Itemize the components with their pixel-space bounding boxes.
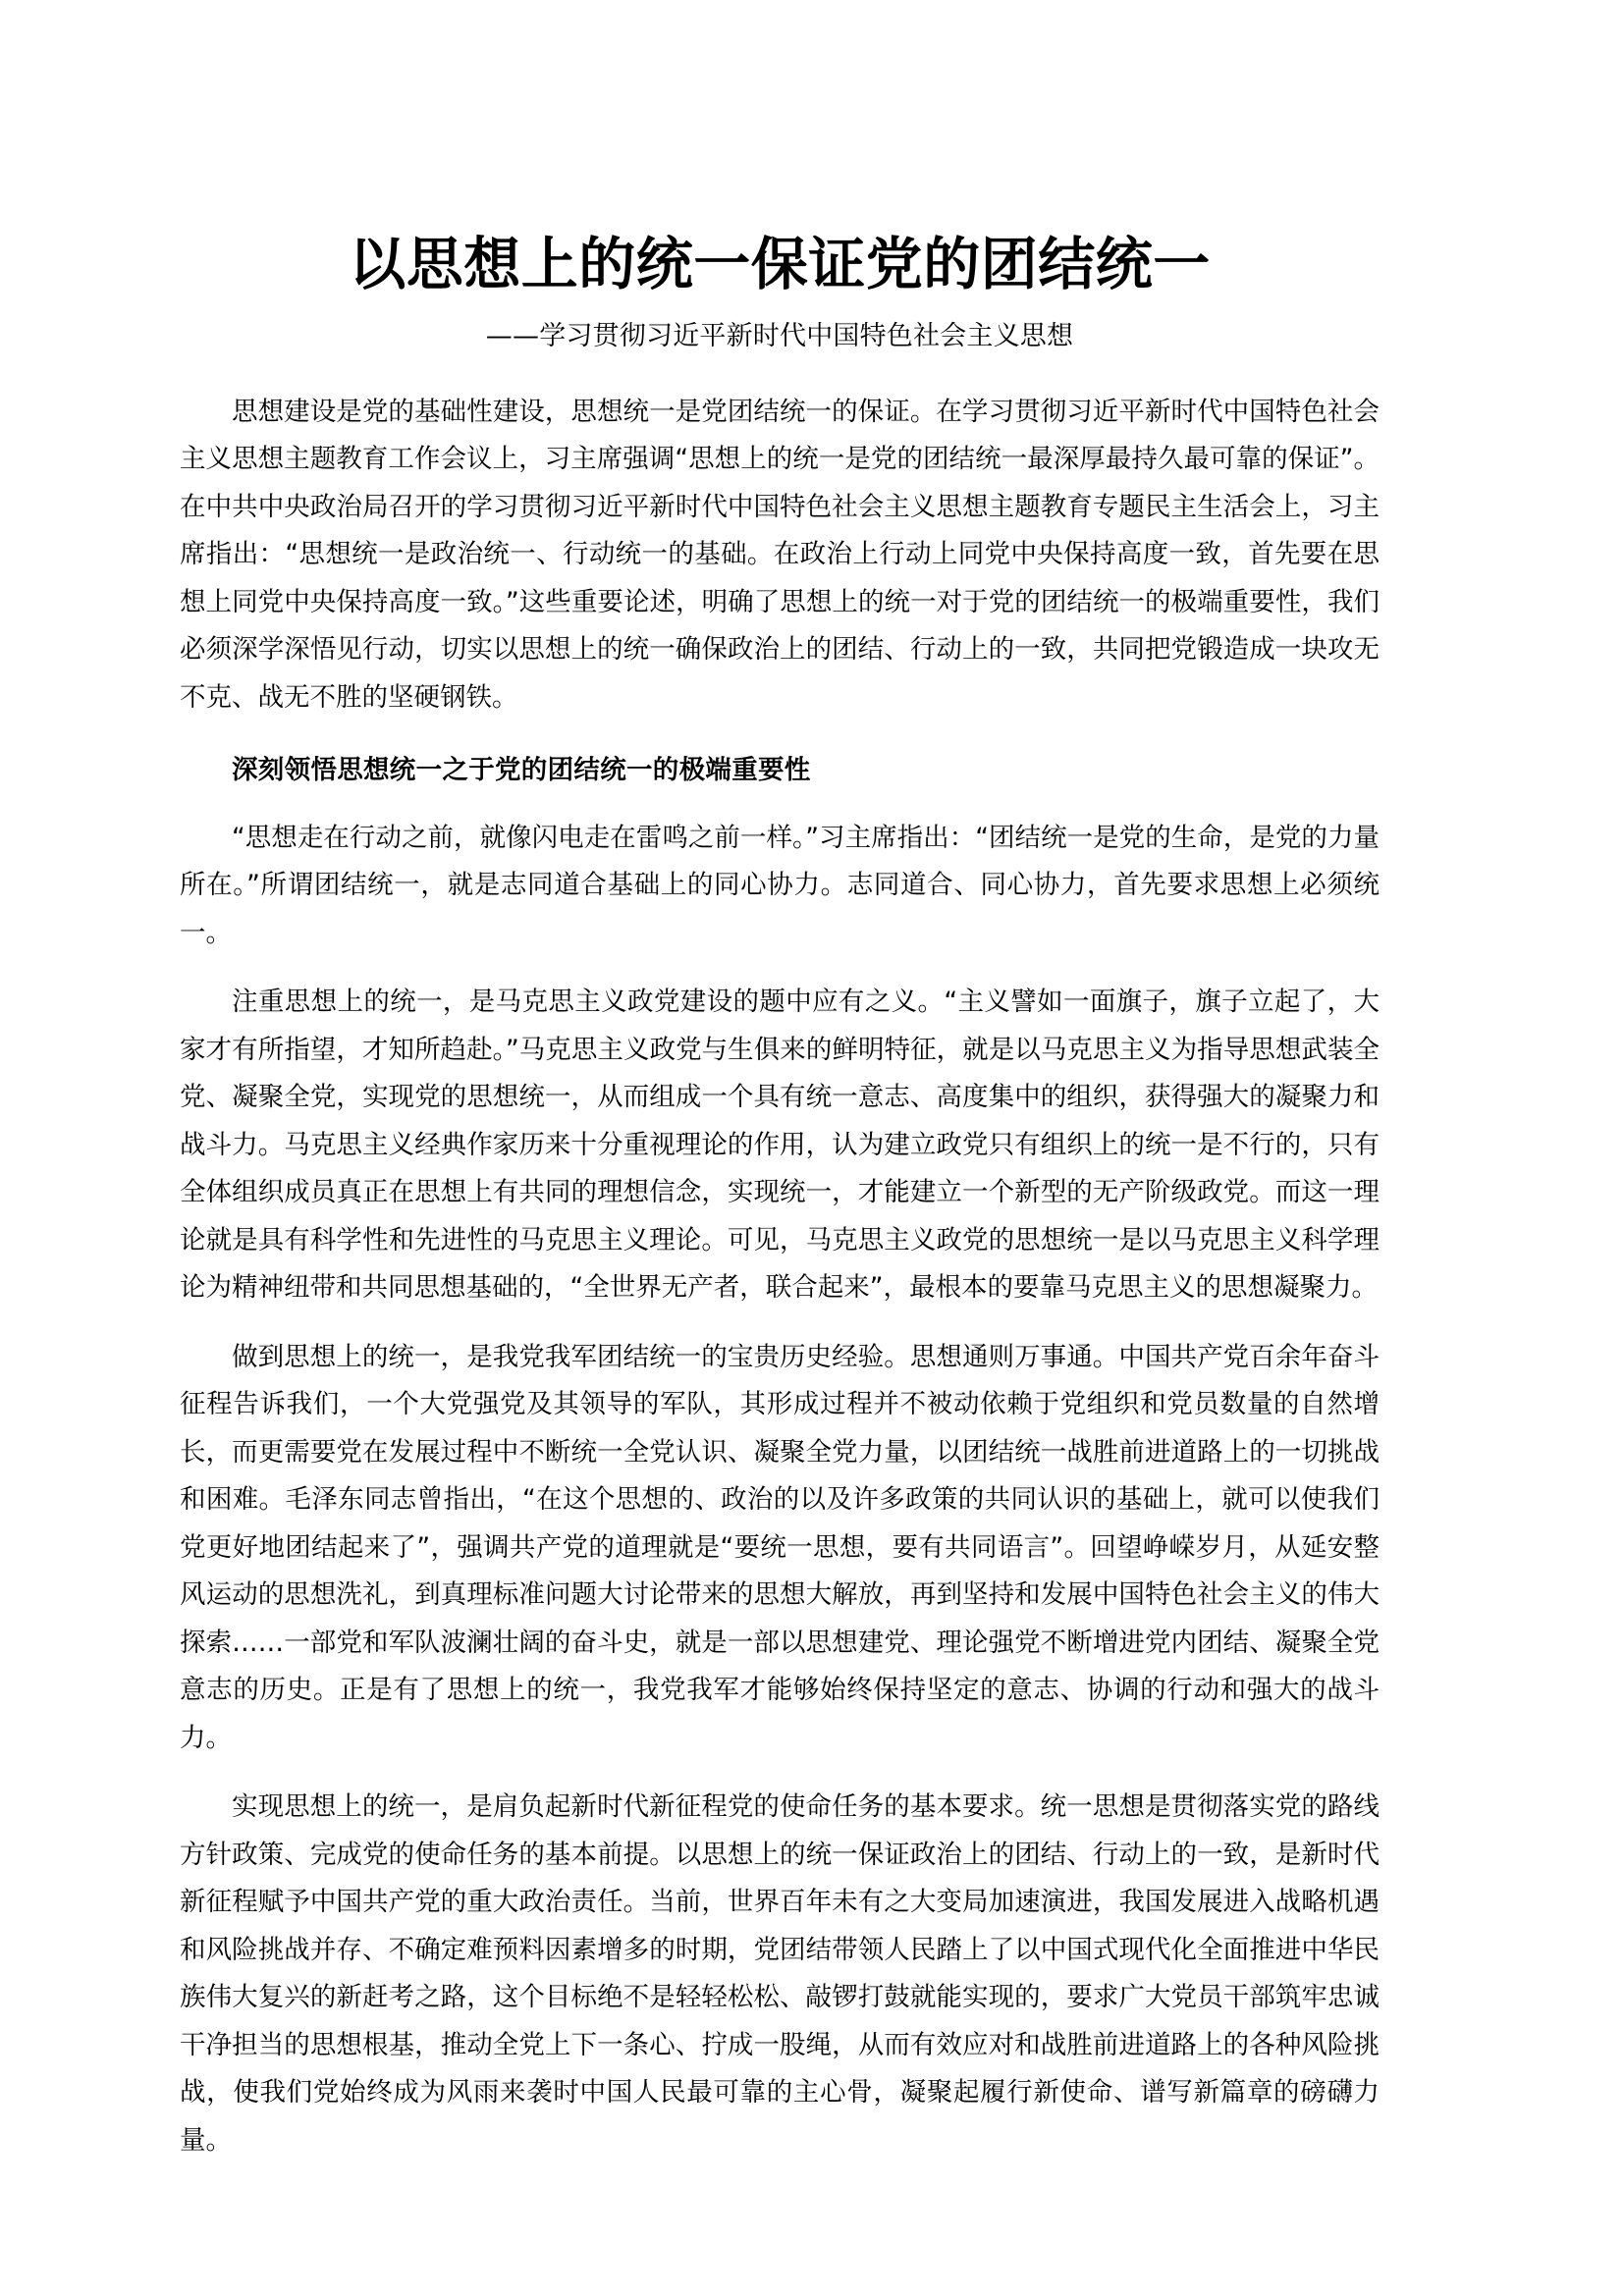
- document-content: [180, 0, 1380, 2164]
- body-paragraph: “思想走在行动之前，就像闪电走在雷鸣之前一样。”习主席指出：“团结统一是党的生命，是党的力量所在。”所谓团结统一，就是志同道合基础上的同心协力。志同道合、同心协力，首先要求思想上必须统一。: [180, 822, 1380, 948]
- page-title: 以思想上的统一保证党的团结统一: [349, 231, 1211, 297]
- body-paragraph: 思想建设是党的基础性建设，思想统一是党团结统一的保证。在学习贯彻习近平新时代中国特色社会主义思想主题教育工作会议上，习主席强调“思想上的统一是党的团结统一最深厚最持久最可靠的保证”。在中共中央政治局召开的学习贯彻习近平新时代中国特色社会主义思想主题教育专题民主生活会上，习主席指出：“思想统一是政治统一、行动统一的基础。在政治上行动上同党中央保持高度一致，首先要在思想上同党中央保持高度一致。”这些重要论述，明确了思想上的统一对于党的团结统一的极端重要性，我们必须深学深悟见行动，切实以思想上的统一确保政治上的团结、行动上的一致，共同把党锻造成一块攻无不克、战无不胜的坚硬钢铁。: [180, 396, 1380, 713]
- body-paragraph: 做到思想上的统一，是我党我军团结统一的宝贵历史经验。思想通则万事通。中国共产党百余年奋斗征程告诉我们，一个大党强党及其领导的军队，其形成过程并不被动依赖于党组织和党员数量的自然增长，而更需要党在发展过程中不断统一全党认识、凝聚全党力量，以团结统一战胜前进道路上的一切挑战和困难。毛泽东同志曾指出，“在这个思想的、政治的以及许多政策的共同认识的基础上，就可以使我们党更好地团结起来了”，强调共产党的道理就是“要统一思想，要有共同语言”。回望峥嵘岁月，从延安整风运动的思想洗礼，到真理标准问题大讨论带来的思想大解放，再到坚持和发展中国特色社会主义的伟大探索……一部党和军队波澜壮阔的奋斗史，就是一部以思想建党、理论强党不断增进党内团结、凝聚全党意志的历史。正是有了思想上的统一，我党我军才能够始终保持坚定的意志、协调的行动和强大的战斗力。: [180, 1341, 1380, 1753]
- body-paragraph: 实现思想上的统一，是肩负起新时代新征程党的使命任务的基本要求。统一思想是贯彻落实党的路线方针政策、完成党的使命任务的基本前提。以思想上的统一保证政治上的团结、行动上的一致，是新时代新征程赋予中国共产党的重大政治责任。当前，世界百年未有之大变局加速演进，我国发展进入战略机遇和风险挑战并存、不确定难预料因素增多的时期，党团结带领人民踏上了以中国式现代化全面推进中华民族伟大复兴的新赶考之路，这个目标绝不是轻轻松松、敲锣打鼓就能实现的，要求广大党员干部筑牢忠诚干净担当的思想根基，推动全党上下一条心、拧成一股绳，从而有效应对和战胜前进道路上的各种风险挑战，使我们党始终成为风雨来袭时中国人民最可靠的主心骨，凝聚起履行新使命、谱写新篇章的磅礴力量。: [180, 1791, 1380, 2156]
- page-subtitle: ——学习贯彻习近平新时代中国特色社会主义思想: [485, 320, 1074, 351]
- section-heading: 深刻领悟思想统一之于党的团结统一的极端重要性: [232, 755, 811, 786]
- body-paragraph: 注重思想上的统一，是马克思主义政党建设的题中应有之义。“主义譬如一面旗子，旗子立起了，大家才有所指望，才知所趋赴。”马克思主义政党与生俱来的鲜明特征，就是以马克思主义为指导思想武装全党、凝聚全党，实现党的思想统一，从而组成一个具有统一意志、高度集中的组织，获得强大的凝聚力和战斗力。马克思主义经典作家历来十分重视理论的作用，认为建立政党只有组织上的统一是不行的，只有全体组织成员真正在思想上有共同的理想信念，实现统一，才能建立一个新型的无产阶级政党。而这一理论就是具有科学性和先进性的马克思主义理论。可见，马克思主义政党的思想统一是以马克思主义科学理论为精神纽带和共同思想基础的，“全世界无产者，联合起来”，最根本的要靠马克思主义的思想凝聚力。: [180, 987, 1380, 1304]
- document-body: [180, 355, 1380, 2165]
